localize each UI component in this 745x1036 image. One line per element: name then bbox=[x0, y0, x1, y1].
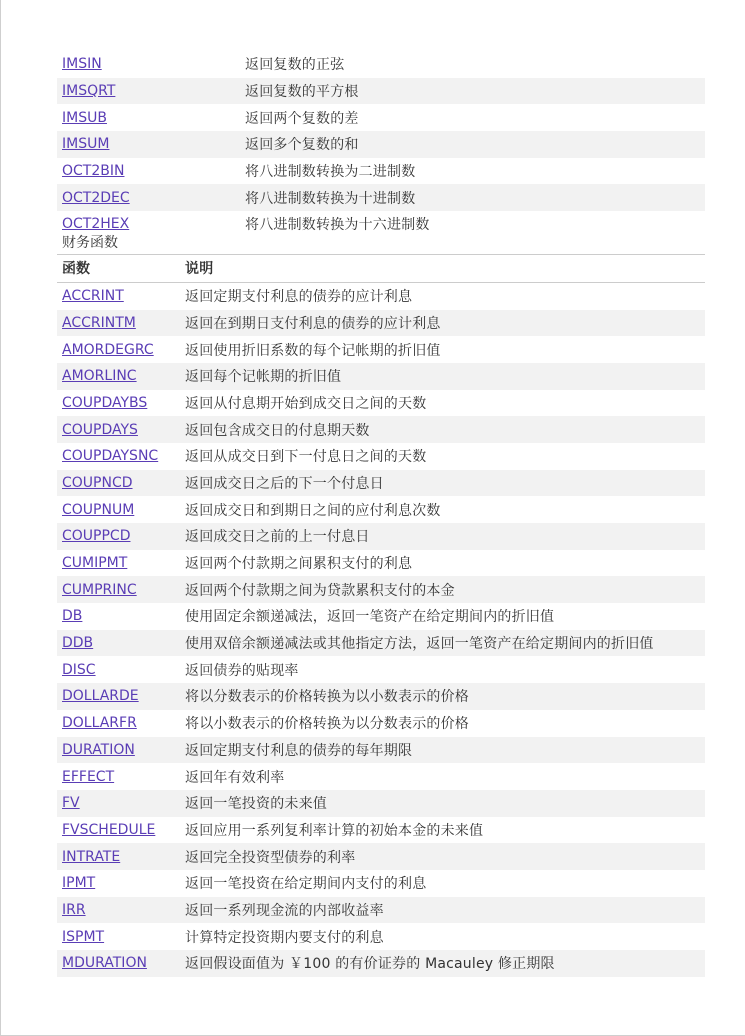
function-link[interactable]: ACCRINT bbox=[62, 288, 124, 305]
function-cell bbox=[57, 395, 185, 411]
function-description: 返回成交日和到期日之间的应付利息次数 bbox=[185, 502, 441, 519]
function-link[interactable]: EFFECT bbox=[62, 768, 115, 785]
function-cell bbox=[57, 715, 185, 731]
function-description: 将八进制数转换为十进制数 bbox=[245, 190, 416, 207]
function-description: 返回多个复数的和 bbox=[245, 137, 359, 154]
function-link[interactable]: DDB bbox=[62, 635, 94, 652]
function-link[interactable]: COUPDAYSNC bbox=[62, 448, 159, 465]
function-link[interactable]: DB bbox=[62, 608, 83, 625]
function-cell bbox=[57, 368, 185, 384]
table-row bbox=[57, 443, 705, 470]
function-cell bbox=[57, 342, 185, 358]
function-link[interactable]: AMORDEGRC bbox=[62, 341, 154, 358]
function-cell bbox=[57, 83, 245, 99]
function-description: 返回复数的正弦 bbox=[245, 57, 345, 74]
function-cell bbox=[57, 608, 185, 624]
table-row bbox=[57, 710, 705, 737]
function-description: 返回从付息期开始到成交日之间的天数 bbox=[185, 395, 427, 412]
table-row bbox=[57, 656, 705, 683]
function-cell bbox=[57, 742, 185, 758]
table-row bbox=[57, 416, 705, 443]
table-row bbox=[57, 283, 705, 310]
table-row bbox=[57, 131, 705, 158]
function-description: 返回从成交日到下一付息日之间的天数 bbox=[185, 449, 427, 466]
function-link[interactable]: DOLLARFR bbox=[62, 715, 137, 732]
table-row bbox=[57, 950, 705, 977]
table-row bbox=[57, 630, 705, 657]
function-description: 返回两个付款期之间为贷款累积支付的本金 bbox=[185, 582, 455, 599]
function-description: 计算特定投资期内要支付的利息 bbox=[185, 929, 384, 946]
function-link[interactable]: COUPNUM bbox=[62, 501, 135, 518]
table-row bbox=[57, 336, 705, 363]
function-cell bbox=[57, 56, 245, 72]
table-row bbox=[57, 843, 705, 870]
function-description: 返回定期支付利息的债券的每年期限 bbox=[185, 742, 413, 759]
table-row bbox=[57, 817, 705, 844]
function-description: 返回使用折旧系数的每个记帐期的折旧值 bbox=[185, 342, 441, 359]
function-link[interactable]: OCT2DEC bbox=[62, 189, 130, 206]
header-function: 函数 bbox=[62, 261, 90, 278]
function-cell bbox=[57, 902, 185, 918]
function-cell bbox=[57, 849, 185, 865]
function-link[interactable]: COUPNCD bbox=[62, 474, 133, 491]
function-link[interactable]: ISPMT bbox=[62, 928, 105, 945]
table-row bbox=[57, 390, 705, 417]
function-description: 返回两个付款期之间累积支付的利息 bbox=[185, 556, 413, 573]
function-description: 返回一笔投资的未来值 bbox=[185, 796, 327, 813]
table-row bbox=[57, 470, 705, 497]
function-description: 返回应用一系列复利率计算的初始本金的未来值 bbox=[185, 822, 484, 839]
table-row bbox=[57, 897, 705, 924]
function-link[interactable]: FV bbox=[62, 795, 80, 812]
function-cell bbox=[57, 502, 185, 518]
engineering-functions-table bbox=[57, 51, 705, 238]
function-description: 返回复数的平方根 bbox=[245, 84, 359, 101]
table-row bbox=[57, 184, 705, 211]
table-row bbox=[57, 923, 705, 950]
table-row bbox=[57, 523, 705, 550]
function-description: 返回年有效利率 bbox=[185, 769, 285, 786]
function-link[interactable]: COUPDAYBS bbox=[62, 394, 148, 411]
function-cell bbox=[57, 288, 185, 304]
function-description: 返回假设面值为 ￥100 的有价证券的 Macauley 修正期限 bbox=[185, 956, 555, 973]
function-description: 返回成交日之前的上一付息日 bbox=[185, 529, 370, 546]
function-link[interactable]: IMSUM bbox=[62, 136, 110, 153]
function-cell bbox=[57, 190, 245, 206]
function-description: 返回包含成交日的付息期天数 bbox=[185, 422, 370, 439]
function-description: 使用固定余额递减法，返回一笔资产在给定期间内的折旧值 bbox=[185, 609, 555, 626]
function-link[interactable]: IMSIN bbox=[62, 56, 102, 73]
function-description: 返回成交日之后的下一个付息日 bbox=[185, 475, 384, 492]
function-cell bbox=[57, 163, 245, 179]
page-border-left bbox=[0, 0, 1, 1036]
table-row bbox=[57, 576, 705, 603]
function-cell bbox=[57, 475, 185, 491]
function-cell bbox=[57, 448, 185, 464]
function-link[interactable]: CUMPRINC bbox=[62, 581, 137, 598]
function-link[interactable]: COUPPCD bbox=[62, 528, 131, 545]
function-cell bbox=[57, 422, 185, 438]
table-row bbox=[57, 496, 705, 523]
function-link[interactable]: COUPDAYS bbox=[62, 421, 138, 438]
function-description: 返回两个复数的差 bbox=[245, 110, 359, 127]
function-link[interactable]: DISC bbox=[62, 661, 96, 678]
function-cell bbox=[57, 528, 185, 544]
function-link[interactable]: CUMIPMT bbox=[62, 555, 128, 572]
function-description: 将以小数表示的价格转换为以分数表示的价格 bbox=[185, 716, 469, 733]
function-description: 返回债券的贴现率 bbox=[185, 662, 299, 679]
function-description: 返回一系列现金流的内部收益率 bbox=[185, 902, 384, 919]
function-link[interactable]: INTRATE bbox=[62, 848, 121, 865]
function-cell bbox=[57, 822, 185, 838]
table-row bbox=[57, 158, 705, 185]
function-link[interactable]: IMSQRT bbox=[62, 83, 116, 100]
function-cell bbox=[57, 769, 185, 785]
table-row bbox=[57, 870, 705, 897]
header-description: 说明 bbox=[185, 261, 214, 278]
function-link[interactable]: OCT2HEX bbox=[62, 216, 130, 233]
function-cell bbox=[57, 555, 185, 571]
table-row bbox=[57, 363, 705, 390]
table-header bbox=[57, 254, 705, 283]
function-link[interactable]: OCT2BIN bbox=[62, 163, 125, 180]
function-link[interactable]: IPMT bbox=[62, 875, 96, 892]
function-link[interactable]: ACCRINTM bbox=[62, 314, 136, 331]
table-row bbox=[57, 737, 705, 764]
table-row bbox=[57, 763, 705, 790]
function-cell bbox=[57, 136, 245, 152]
function-description: 返回完全投资型债券的利率 bbox=[185, 849, 356, 866]
table-row bbox=[57, 104, 705, 131]
function-link[interactable]: AMORLINC bbox=[62, 368, 137, 385]
table-row bbox=[57, 51, 705, 78]
table-row bbox=[57, 683, 705, 710]
table-row bbox=[57, 603, 705, 630]
function-description: 返回每个记帐期的折旧值 bbox=[185, 369, 342, 386]
section-title-financial: 财务函数 bbox=[62, 234, 118, 251]
function-description: 返回一笔投资在给定期间内支付的利息 bbox=[185, 876, 427, 893]
function-link[interactable]: MDURATION bbox=[62, 955, 147, 972]
function-link[interactable]: IMSUB bbox=[62, 109, 107, 126]
function-description: 返回在到期日支付利息的债券的应计利息 bbox=[185, 315, 441, 332]
function-cell bbox=[57, 955, 185, 971]
function-cell bbox=[57, 875, 185, 891]
function-description: 将八进制数转换为二进制数 bbox=[245, 164, 416, 181]
function-cell bbox=[57, 635, 185, 651]
function-cell bbox=[57, 110, 245, 126]
function-cell bbox=[57, 795, 185, 811]
function-link[interactable]: DURATION bbox=[62, 741, 135, 758]
function-description: 将八进制数转换为十六进制数 bbox=[245, 217, 430, 234]
table-row bbox=[57, 790, 705, 817]
function-cell bbox=[57, 688, 185, 704]
financial-functions-table bbox=[57, 283, 705, 977]
function-link[interactable]: FVSCHEDULE bbox=[62, 821, 156, 838]
function-link[interactable]: DOLLARDE bbox=[62, 688, 139, 705]
document-content bbox=[57, 51, 705, 977]
function-cell bbox=[57, 315, 185, 331]
function-cell bbox=[57, 662, 185, 678]
function-cell bbox=[57, 929, 185, 945]
function-link[interactable]: IRR bbox=[62, 901, 86, 918]
table-row bbox=[57, 550, 705, 577]
function-description: 将以分数表示的价格转换为以小数表示的价格 bbox=[185, 689, 469, 706]
function-cell bbox=[57, 216, 245, 232]
function-cell bbox=[57, 582, 185, 598]
table-row bbox=[57, 78, 705, 105]
table-row bbox=[57, 310, 705, 337]
function-description: 使用双倍余额递减法或其他指定方法，返回一笔资产在给定期间内的折旧值 bbox=[185, 636, 654, 653]
function-description: 返回定期支付利息的债券的应计利息 bbox=[185, 289, 413, 306]
